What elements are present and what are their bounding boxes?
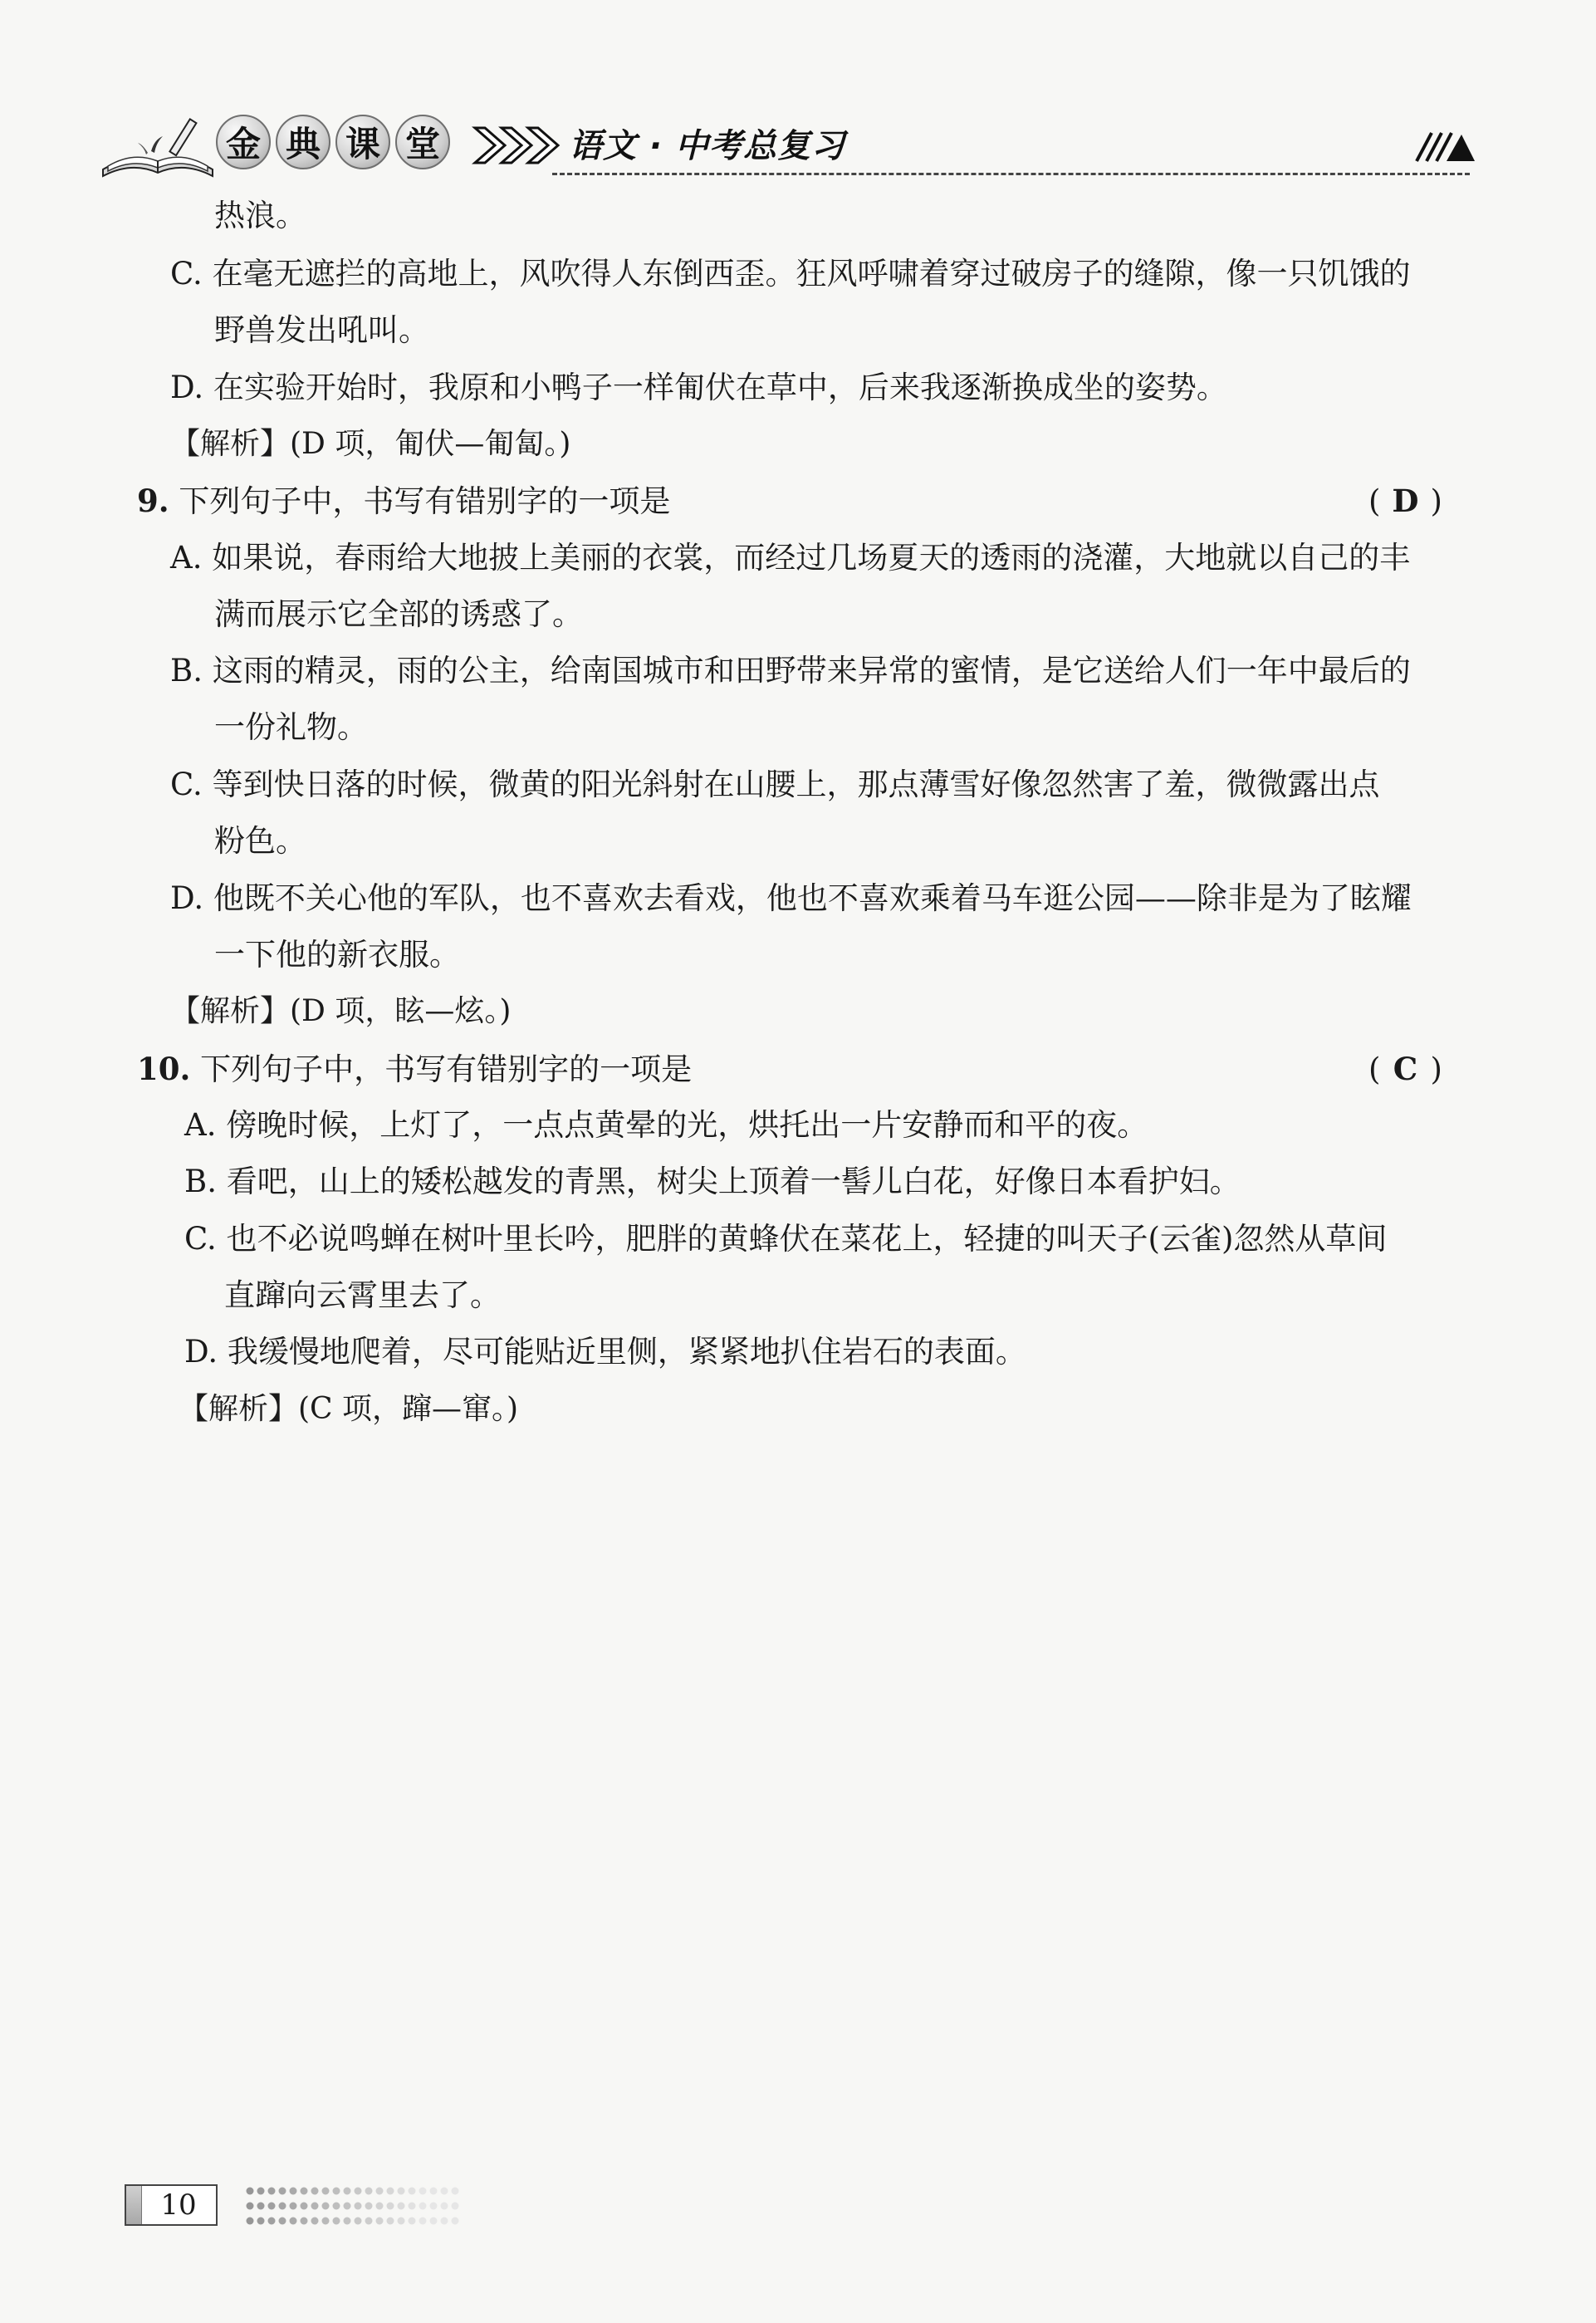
- question-text: 下列句子中，书写有错别字的一项是: [169, 483, 671, 519]
- decorative-dot: [333, 2218, 340, 2225]
- decorative-dot: [247, 2203, 254, 2210]
- decorative-dot: [311, 2218, 319, 2225]
- question-number: 10.: [137, 1051, 191, 1087]
- decorative-dot: [279, 2188, 286, 2195]
- decorative-dot: [344, 2218, 351, 2225]
- decorative-dot: [376, 2203, 384, 2210]
- decorative-dot: [268, 2218, 276, 2225]
- answer-bracket: [1368, 480, 1442, 522]
- decorative-dot: [452, 2203, 459, 2210]
- corner-triangle-icon: [1410, 125, 1476, 166]
- decorative-dot: [355, 2188, 362, 2195]
- decorative-dot: [419, 2203, 427, 2210]
- text-line: A. 如果说，春雨给大地披上美丽的衣裳，而经过几场夏天的透雨的浇灌，大地就以自己的丰: [170, 540, 1411, 576]
- bracket-open: (: [1368, 483, 1381, 519]
- double-chevron-icon: [472, 125, 563, 166]
- decorative-dot: [257, 2218, 265, 2225]
- decorative-dot: [365, 2218, 373, 2225]
- decorative-dot: [376, 2218, 384, 2225]
- brand-char: 金: [216, 115, 271, 169]
- decorative-dot: [409, 2218, 416, 2225]
- decorative-dot: [311, 2188, 319, 2195]
- decorative-dot: [387, 2218, 394, 2225]
- text-line: D. 我缓慢地爬着，尽可能贴近里侧，紧紧地扒住岩石的表面。: [184, 1334, 1026, 1370]
- decorative-dot: [322, 2203, 330, 2210]
- analysis-line: 【解析】(D 项，匍伏—匍匐。): [170, 427, 571, 461]
- text-line: D. 他既不关心他的军队，也不喜欢去看戏，他也不喜欢乘着马车逛公园——除非是为了眩耀: [170, 880, 1412, 916]
- header-rule: [552, 173, 1470, 175]
- analysis-line: 【解析】(D 项，眩—炫。): [170, 994, 512, 1028]
- decorative-dot: [398, 2188, 405, 2195]
- text-line: B. 看吧，山上的矮松越发的青黑，树尖上顶着一髻儿白花，好像日本看护妇。: [184, 1164, 1241, 1199]
- bracket-close: ): [1430, 483, 1442, 519]
- decorative-dot: [419, 2188, 427, 2195]
- decorative-dot: [301, 2218, 308, 2225]
- decorative-dot: [279, 2218, 286, 2225]
- decorative-dot: [441, 2218, 448, 2225]
- decorative-dot: [365, 2188, 373, 2195]
- decorative-dot: [430, 2188, 438, 2195]
- text-line: 热浪。: [214, 198, 306, 233]
- decorative-dot: [268, 2188, 276, 2195]
- brand-logo: [216, 115, 450, 169]
- decorative-dot: [290, 2218, 297, 2225]
- question-stem: [137, 1048, 692, 1090]
- page-number: 10: [160, 2188, 197, 2222]
- decorative-dot: [398, 2203, 405, 2210]
- page-header: [100, 100, 1470, 183]
- decorative-dot: [441, 2203, 448, 2210]
- decorative-dot: [355, 2218, 362, 2225]
- text-line: 一份礼物。: [214, 709, 368, 745]
- text-line: 野兽发出吼叫。: [214, 312, 429, 348]
- decorative-dot: [322, 2188, 330, 2195]
- text-line: 直蹿向云霄里去了。: [224, 1277, 501, 1313]
- decorative-dot: [441, 2188, 448, 2195]
- decorative-dot: [333, 2203, 340, 2210]
- decorative-dot: [387, 2188, 394, 2195]
- bracket-open: (: [1368, 1051, 1381, 1087]
- decorative-dot: [376, 2188, 384, 2195]
- decorative-dot: [257, 2203, 265, 2210]
- text-line: C. 也不必说鸣蝉在树叶里长吟，肥胖的黄蜂伏在菜花上，轻捷的叫天子(云雀)忽然从草间: [184, 1221, 1388, 1257]
- decorative-dots: [245, 2183, 469, 2232]
- text-line: A. 傍晚时候，上灯了，一点点黄晕的光，烘托出一片安静而和平的夜。: [184, 1107, 1148, 1143]
- brand-char: 典: [276, 115, 330, 169]
- decorative-dot: [365, 2203, 373, 2210]
- analysis-line: 【解析】(C 项，蹿—窜。): [179, 1392, 519, 1426]
- decorative-dot: [257, 2188, 265, 2195]
- decorative-dot: [290, 2188, 297, 2195]
- decorative-dot: [311, 2203, 319, 2210]
- decorative-dot: [279, 2203, 286, 2210]
- open-book-pencil-icon: [100, 115, 216, 181]
- decorative-dot: [452, 2218, 459, 2225]
- brand-char: 堂: [395, 115, 450, 169]
- text-line: 满而展示它全部的诱惑了。: [214, 596, 583, 632]
- decorative-dot: [430, 2203, 438, 2210]
- subject-title: 语文 · 中考总复习: [569, 127, 846, 165]
- decorative-dot: [409, 2203, 416, 2210]
- page-number-box: [125, 2184, 218, 2226]
- answer-letter: C: [1393, 1051, 1418, 1087]
- decorative-dot: [387, 2203, 394, 2210]
- decorative-dot: [398, 2218, 405, 2225]
- decorative-dot: [247, 2218, 254, 2225]
- question-number: 9.: [137, 483, 169, 519]
- decorative-dot: [355, 2203, 362, 2210]
- page-tab: [126, 2186, 142, 2224]
- decorative-dot: [290, 2203, 297, 2210]
- decorative-dot: [419, 2218, 427, 2225]
- question-stem: [137, 480, 670, 522]
- brand-char: 课: [335, 115, 390, 169]
- decorative-dot: [301, 2203, 308, 2210]
- text-line: C. 在毫无遮拦的高地上，风吹得人东倒西歪。狂风呼啸着穿过破房子的缝隙，像一只饥饿的: [170, 256, 1411, 292]
- text-line: B. 这雨的精灵，雨的公主，给南国城市和田野带来异常的蜜情，是它送给人们一年中最后的: [170, 653, 1411, 689]
- text-line: D. 在实验开始时，我原和小鸭子一样匍伏在草中，后来我逐渐换成坐的姿势。: [170, 370, 1227, 405]
- decorative-dot: [409, 2188, 416, 2195]
- answer-letter: D: [1392, 483, 1419, 519]
- text-line: 粉色。: [214, 823, 306, 859]
- decorative-dot: [344, 2203, 351, 2210]
- decorative-dot: [247, 2188, 254, 2195]
- decorative-dot: [268, 2203, 276, 2210]
- decorative-dot: [452, 2188, 459, 2195]
- question-text: 下列句子中，书写有错别字的一项是: [190, 1051, 693, 1087]
- decorative-dot: [333, 2188, 340, 2195]
- decorative-dot: [344, 2188, 351, 2195]
- decorative-dot: [430, 2218, 438, 2225]
- bracket-close: ): [1430, 1051, 1442, 1087]
- decorative-dot: [322, 2218, 330, 2225]
- text-line: 一下他的新衣服。: [214, 937, 460, 973]
- answer-bracket: [1368, 1048, 1442, 1090]
- decorative-dot: [301, 2188, 308, 2195]
- text-line: C. 等到快日落的时候，微黄的阳光斜射在山腰上，那点薄雪好像忽然害了羞，微微露出点: [170, 767, 1380, 802]
